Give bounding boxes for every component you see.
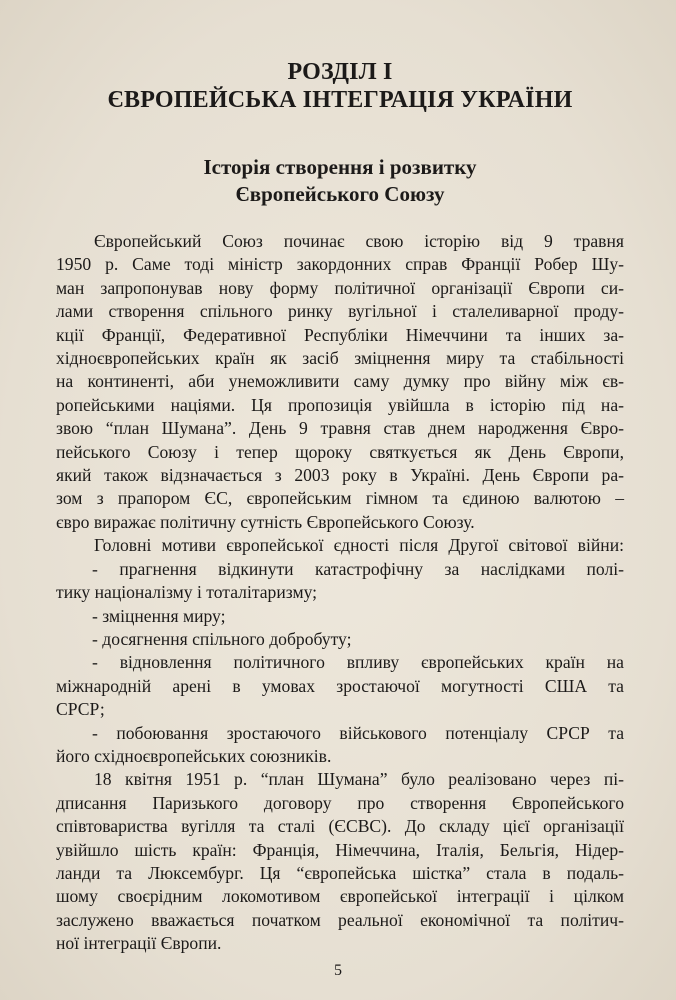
list-item: - прагнення відкинути катастрофічну за наслідками полі- bbox=[92, 558, 624, 579]
text-line: кції Франції, Федеративної Республіки Німеччини та інших за- bbox=[56, 324, 624, 345]
list-item: - зміцнення миру; bbox=[92, 605, 226, 626]
text-line: пейського Союзу і тепер щороку святкується як День Європи, bbox=[56, 441, 624, 462]
text-line: ман запропонував нову форму політичної організації Європи си- bbox=[56, 277, 624, 298]
list-item: - побоювання зростаючого військового потенціалу СРСР та bbox=[92, 722, 624, 743]
text-line: співтовариства вугілля та сталі (ЄСВС). До складу цієї організації bbox=[56, 816, 624, 837]
text-line: 18 квітня 1951 р. “план Шумана” було реалізовано через пі- bbox=[94, 769, 624, 790]
text-line: ропейськими націями. Ця пропозиція увійшла в історію під на- bbox=[56, 394, 624, 415]
text-line: зом з прапором ЄС, європейським гімном та єдиною валютою – bbox=[56, 488, 624, 509]
list-item: - відновлення політичного впливу європейських країн на bbox=[92, 652, 624, 673]
text-line: 1950 р. Саме тоді міністр закордонних справ Франції Робер Шу- bbox=[56, 254, 624, 275]
text-line: СРСР; bbox=[56, 699, 105, 720]
part-title-line-2: ЄВРОПЕЙСЬКА ІНТЕГРАЦІЯ УКРАЇНИ bbox=[107, 87, 573, 113]
page-number: 5 bbox=[334, 962, 342, 979]
text-line: лами створення спільного ринку вугільної і сталеливарної проду- bbox=[56, 301, 624, 322]
section-title-line-2: Європейського Союзу bbox=[235, 182, 445, 206]
part-title-line-1: РОЗДІЛ І bbox=[287, 59, 393, 85]
text-line: дписання Паризького договору про створення Європейського bbox=[56, 792, 624, 813]
text-line: на континенті, аби унеможливити саму думку про війну між єв- bbox=[56, 371, 624, 392]
text-line: заслужено вважається початком реальної економічної та політич- bbox=[56, 909, 624, 930]
list-item: - досягнення спільного добробуту; bbox=[92, 628, 352, 649]
text-line: шому своєрідним локомотивом європейської інтеграції і цілком bbox=[56, 886, 624, 907]
text-line: його східноєвропейських союзників. bbox=[56, 745, 332, 766]
text-line: тику націоналізму і тоталітаризму; bbox=[56, 582, 318, 603]
body-text bbox=[56, 230, 624, 956]
text-line: ланди та Люксембург. Ця “європейська шістка” стала в подаль- bbox=[56, 862, 624, 883]
text-line: Головні мотиви європейської єдності після Другої світової війни: bbox=[94, 535, 624, 556]
text-line: ної інтеграції Європи. bbox=[56, 933, 222, 954]
text-line: який також відзначається з 2003 року в Україні. День Європи ра- bbox=[56, 465, 624, 486]
text-line: хідноєвропейських країн як засіб зміцнення миру та стабільності bbox=[56, 348, 624, 369]
section-title-line-1: Історія створення і розвитку bbox=[203, 155, 477, 179]
text-line: міжнародній арені в умовах зростаючої могутності США та bbox=[56, 675, 624, 696]
text-line: увійшло шість країн: Франція, Німеччина, Італія, Бельгія, Нідер- bbox=[56, 839, 624, 860]
text-line: звою “план Шумана”. День 9 травня став днем народження Євро- bbox=[56, 418, 624, 439]
section-title bbox=[56, 154, 624, 208]
text-line: Європейський Союз починає свою історію від 9 травня bbox=[94, 231, 624, 251]
text-line: євро виражає політичну сутність Європейського Союзу. bbox=[56, 511, 475, 532]
part-title bbox=[56, 58, 624, 114]
